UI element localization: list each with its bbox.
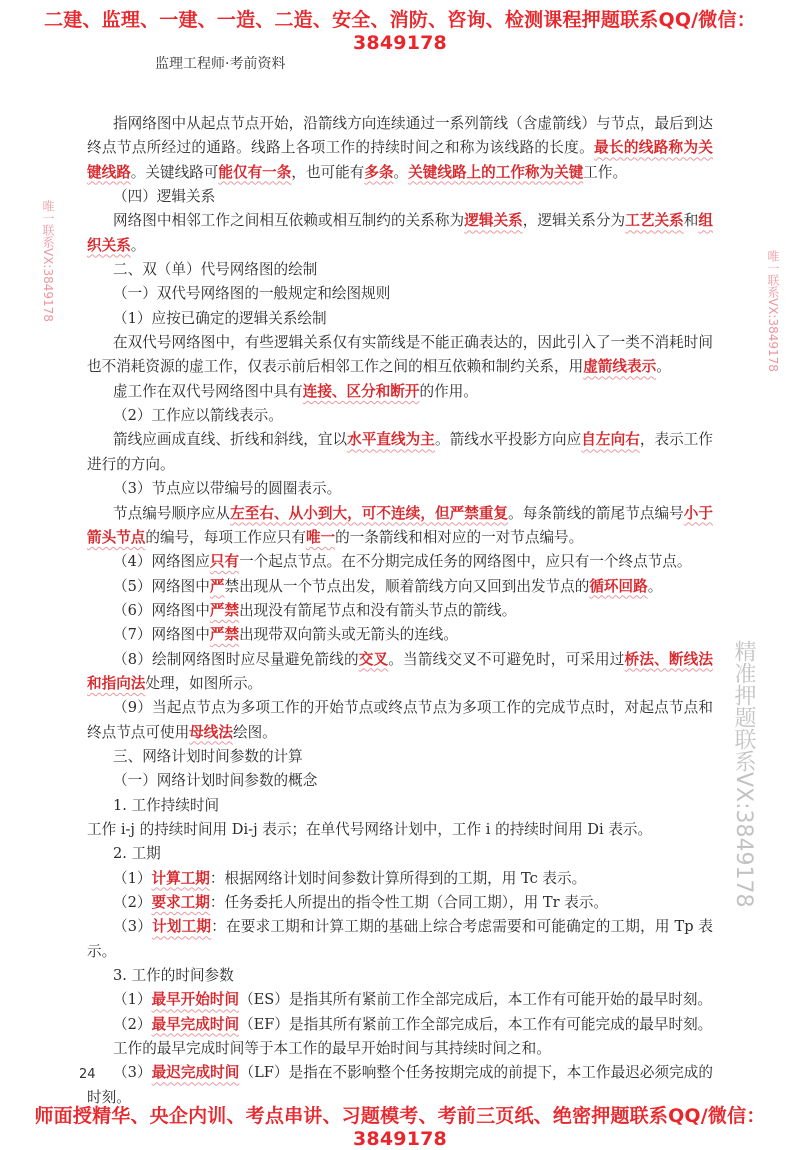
- text-run: （2）: [113, 894, 152, 911]
- text-run: ，也可能有: [291, 163, 365, 181]
- page-number: 24: [79, 1067, 96, 1082]
- paragraph: [87, 745, 713, 769]
- text-run: 工作的最早完成时间等于本工作的最早开始时间与其持续时间之和。: [113, 1040, 551, 1058]
- text-run: （7）网络图中: [113, 626, 210, 644]
- text-run: 。: [393, 163, 409, 181]
- text-run: ，逻辑关系分为: [522, 212, 626, 230]
- paragraph: [87, 648, 713, 697]
- paragraph: [87, 867, 713, 891]
- text-run: （3）: [113, 1064, 152, 1082]
- highlighted-term: 多条: [364, 163, 394, 181]
- paragraph: [87, 307, 713, 331]
- highlighted-term: 严: [209, 577, 225, 595]
- highlighted-term: 唯一: [305, 528, 336, 546]
- highlighted-term: 工艺关系: [625, 212, 684, 230]
- text-run: （3）节点应以带编号的圆圈表示。: [113, 480, 342, 498]
- bottom-ad-banner: 师面授精华、央企内训、考点串讲、习题模考、考前三页纸、绝密押题联系QQ/微信：3849178: [34, 1105, 766, 1150]
- paragraph: [87, 502, 713, 551]
- paragraph: [87, 575, 713, 599]
- highlighted-term: 桥法、断线法和指向法: [87, 650, 713, 692]
- highlighted-term: 要求工期: [151, 894, 210, 911]
- watermark: 唯一联系VX:3849178: [766, 250, 780, 372]
- highlighted-term: 循环回路: [589, 577, 648, 595]
- highlighted-term: 只有: [209, 553, 240, 571]
- text-run: 在双代号网络图中，有些逻辑关系仅有实箭线是不能正确表达的，因此引入了一类不消耗时间也不消耗资源的虚工作，仅表示前后相邻工作之间的相互依赖和制约关系，用: [87, 334, 713, 376]
- text-run: ：任务委托人所提出的指令性工期（合同工期），用 Tr 表示。: [209, 894, 609, 911]
- paragraph: [87, 842, 713, 866]
- paragraph: [87, 428, 713, 477]
- paragraph: [87, 769, 713, 793]
- paragraph: [87, 550, 713, 574]
- paragraph: [87, 964, 713, 988]
- paragraph: [87, 696, 713, 745]
- highlighted-term: 最长的线路称为关键线路: [87, 139, 713, 181]
- paragraph: [87, 794, 713, 818]
- paragraph: [87, 818, 713, 842]
- text-run: （5）网络图中: [113, 577, 210, 595]
- text-run: 出现没有箭尾节点和没有箭头节点的箭线。: [239, 601, 517, 619]
- text-run: 的编号，每项工作应只有: [145, 528, 306, 546]
- highlighted-term: 母线法: [189, 723, 233, 741]
- highlighted-term: 严禁: [209, 601, 240, 619]
- text-run: 箭线应画成直线、折线和斜线，宜以: [113, 431, 348, 449]
- text-run: ，表示工作进行的方向。: [87, 431, 713, 473]
- paragraph: [87, 209, 713, 258]
- text-run: （3）: [113, 918, 153, 936]
- text-run: 处理，如图所示。: [145, 674, 263, 692]
- paragraph: [87, 1013, 713, 1037]
- highlighted-term: 小于箭头节点: [87, 504, 713, 546]
- paragraph: [87, 331, 713, 380]
- text-run: 工作 i-j 的持续时间用 Di-j 表示；在单代号网络计划中，工作 i 的持续时间用 Di 表示。: [87, 820, 653, 838]
- running-header: 监理工程师·考前资料: [155, 56, 286, 72]
- text-run: 。: [656, 358, 671, 376]
- paragraph: [87, 112, 713, 185]
- text-run: （LF）是指在不影响整个任务按期完成的前提下，本工作最迟必须完成的时刻。: [87, 1064, 713, 1106]
- text-run: 1. 工作持续时间: [113, 796, 220, 814]
- highlighted-term: 严禁: [209, 626, 240, 644]
- text-run: （9）当起点节点为多项工作的开始节点或终点节点为多项工作的完成节点时，对起点节点和终点节点可使用: [87, 699, 713, 741]
- text-run: （2）: [113, 1015, 152, 1033]
- paragraph: [87, 915, 713, 964]
- text-run: （1）: [113, 991, 152, 1009]
- highlighted-term: 虚箭线表示: [583, 358, 657, 376]
- highlighted-term: 连接、区分和断开: [302, 382, 420, 400]
- text-run: （2）工作应以箭线表示。: [113, 407, 283, 425]
- text-run: 的作用。: [419, 382, 478, 400]
- highlighted-term: 计算工期: [151, 869, 210, 887]
- paragraph: [87, 599, 713, 623]
- highlighted-term: 关键线路上的工作称为关键: [408, 163, 584, 181]
- text-run: 禁出现从一个节点出发，顺着箭线方向又回到出发节点的: [224, 577, 590, 595]
- text-run: 。: [647, 577, 663, 595]
- text-run: 二、双（单）代号网络图的绘制: [113, 261, 318, 279]
- text-run: （1）: [113, 869, 152, 887]
- document-body: [87, 112, 713, 1110]
- paragraph: [87, 1037, 713, 1061]
- highlighted-term: 组织关系: [87, 212, 713, 254]
- text-run: 工作。: [583, 163, 628, 181]
- text-run: 3. 工作的时间参数: [113, 967, 234, 985]
- paragraph: [87, 404, 713, 428]
- highlighted-term: 自左向右: [581, 431, 640, 449]
- text-run: 。当箭线交叉不可避免时，可采用过: [388, 650, 625, 668]
- text-run: 虚工作在双代号网络图中具有: [113, 382, 303, 400]
- paragraph: [87, 988, 713, 1012]
- text-run: （四）逻辑关系: [113, 188, 216, 206]
- highlighted-term: 水平直线为主: [347, 431, 435, 449]
- paragraph: [87, 282, 713, 306]
- paragraph: [87, 623, 713, 647]
- text-run: ：根据网络计划时间参数计算所得到的工期，用 Tc 表示。: [209, 869, 587, 887]
- highlighted-term: 能仅有一条: [218, 163, 292, 181]
- text-run: 。每条箭线的箭尾节点编号: [508, 504, 684, 522]
- text-run: （8）绘制网络图时应尽量避免箭线的: [113, 650, 359, 668]
- text-run: 。箭线水平投影方向应: [434, 431, 582, 449]
- paragraph: [87, 185, 713, 209]
- text-run: 的一条箭线和相对应的一对节点编号。: [335, 528, 584, 546]
- text-run: （ES）是指其所有紧前工作全部完成后，本工作有可能开始的最早时刻。: [239, 991, 713, 1009]
- highlighted-term: 逻辑关系: [464, 212, 523, 230]
- text-run: （一）双代号网络图的一般规定和绘图规则: [113, 285, 391, 303]
- text-run: 出现带双向箭头或无箭头的连线。: [239, 626, 458, 644]
- highlighted-term: 左至右、从小到大，可不连续，但严禁重复: [230, 504, 509, 522]
- top-ad-banner: 二建、监理、一建、一造、二造、安全、消防、咨询、检测课程押题联系QQ/微信：3849178: [44, 9, 756, 54]
- text-run: 网络图中相邻工作之间相互依赖或相互制约的关系称为: [113, 212, 465, 230]
- text-run: ：在要求工期和计算工期的基础上综合考虑需要和可能确定的工期，用 Tp 表示。: [87, 918, 713, 960]
- paragraph: [87, 477, 713, 501]
- paragraph: [87, 380, 713, 404]
- text-run: 三、网络计划时间参数的计算: [113, 747, 303, 765]
- highlighted-term: 交叉: [358, 650, 389, 668]
- text-run: 绘图。: [232, 723, 277, 741]
- highlighted-term: 最早完成时间: [151, 1015, 240, 1033]
- watermark: 精准押题联系VX:3849178: [731, 640, 756, 908]
- text-run: 指网络图中从起点节点开始，沿箭线方向连续通过一系列箭线（含虚箭线）与节点，最后到达终点节点所经过的通路。线路上各项工作的持续时间之和称为该线路的长度。: [87, 115, 713, 157]
- text-run: 和: [683, 212, 699, 230]
- text-run: （1）应按已确定的逻辑关系绘制: [113, 309, 327, 327]
- text-run: （6）网络图中: [113, 601, 210, 619]
- watermark: 唯一联系VX:3849178: [41, 200, 55, 322]
- highlighted-term: 计划工期: [152, 918, 212, 936]
- text-run: 。: [130, 236, 146, 254]
- text-run: 2. 工期: [113, 845, 161, 863]
- text-run: （EF）是指其所有紧前工作全部完成后，本工作有可能完成的最早时刻。: [239, 1015, 713, 1033]
- paragraph: [87, 891, 713, 915]
- text-run: （4）网络图应: [113, 553, 210, 571]
- text-run: 节点编号顺序应从: [113, 504, 231, 522]
- text-run: 一个起点节点。在不分期完成任务的网络图中，应只有一个终点节点。: [239, 553, 692, 571]
- highlighted-term: 最早开始时间: [151, 991, 240, 1009]
- paragraph: [87, 258, 713, 282]
- text-run: （一）网络计划时间参数的概念: [113, 772, 318, 790]
- highlighted-term: 最迟完成时间: [151, 1064, 240, 1082]
- text-run: 。关键线路可: [130, 163, 219, 181]
